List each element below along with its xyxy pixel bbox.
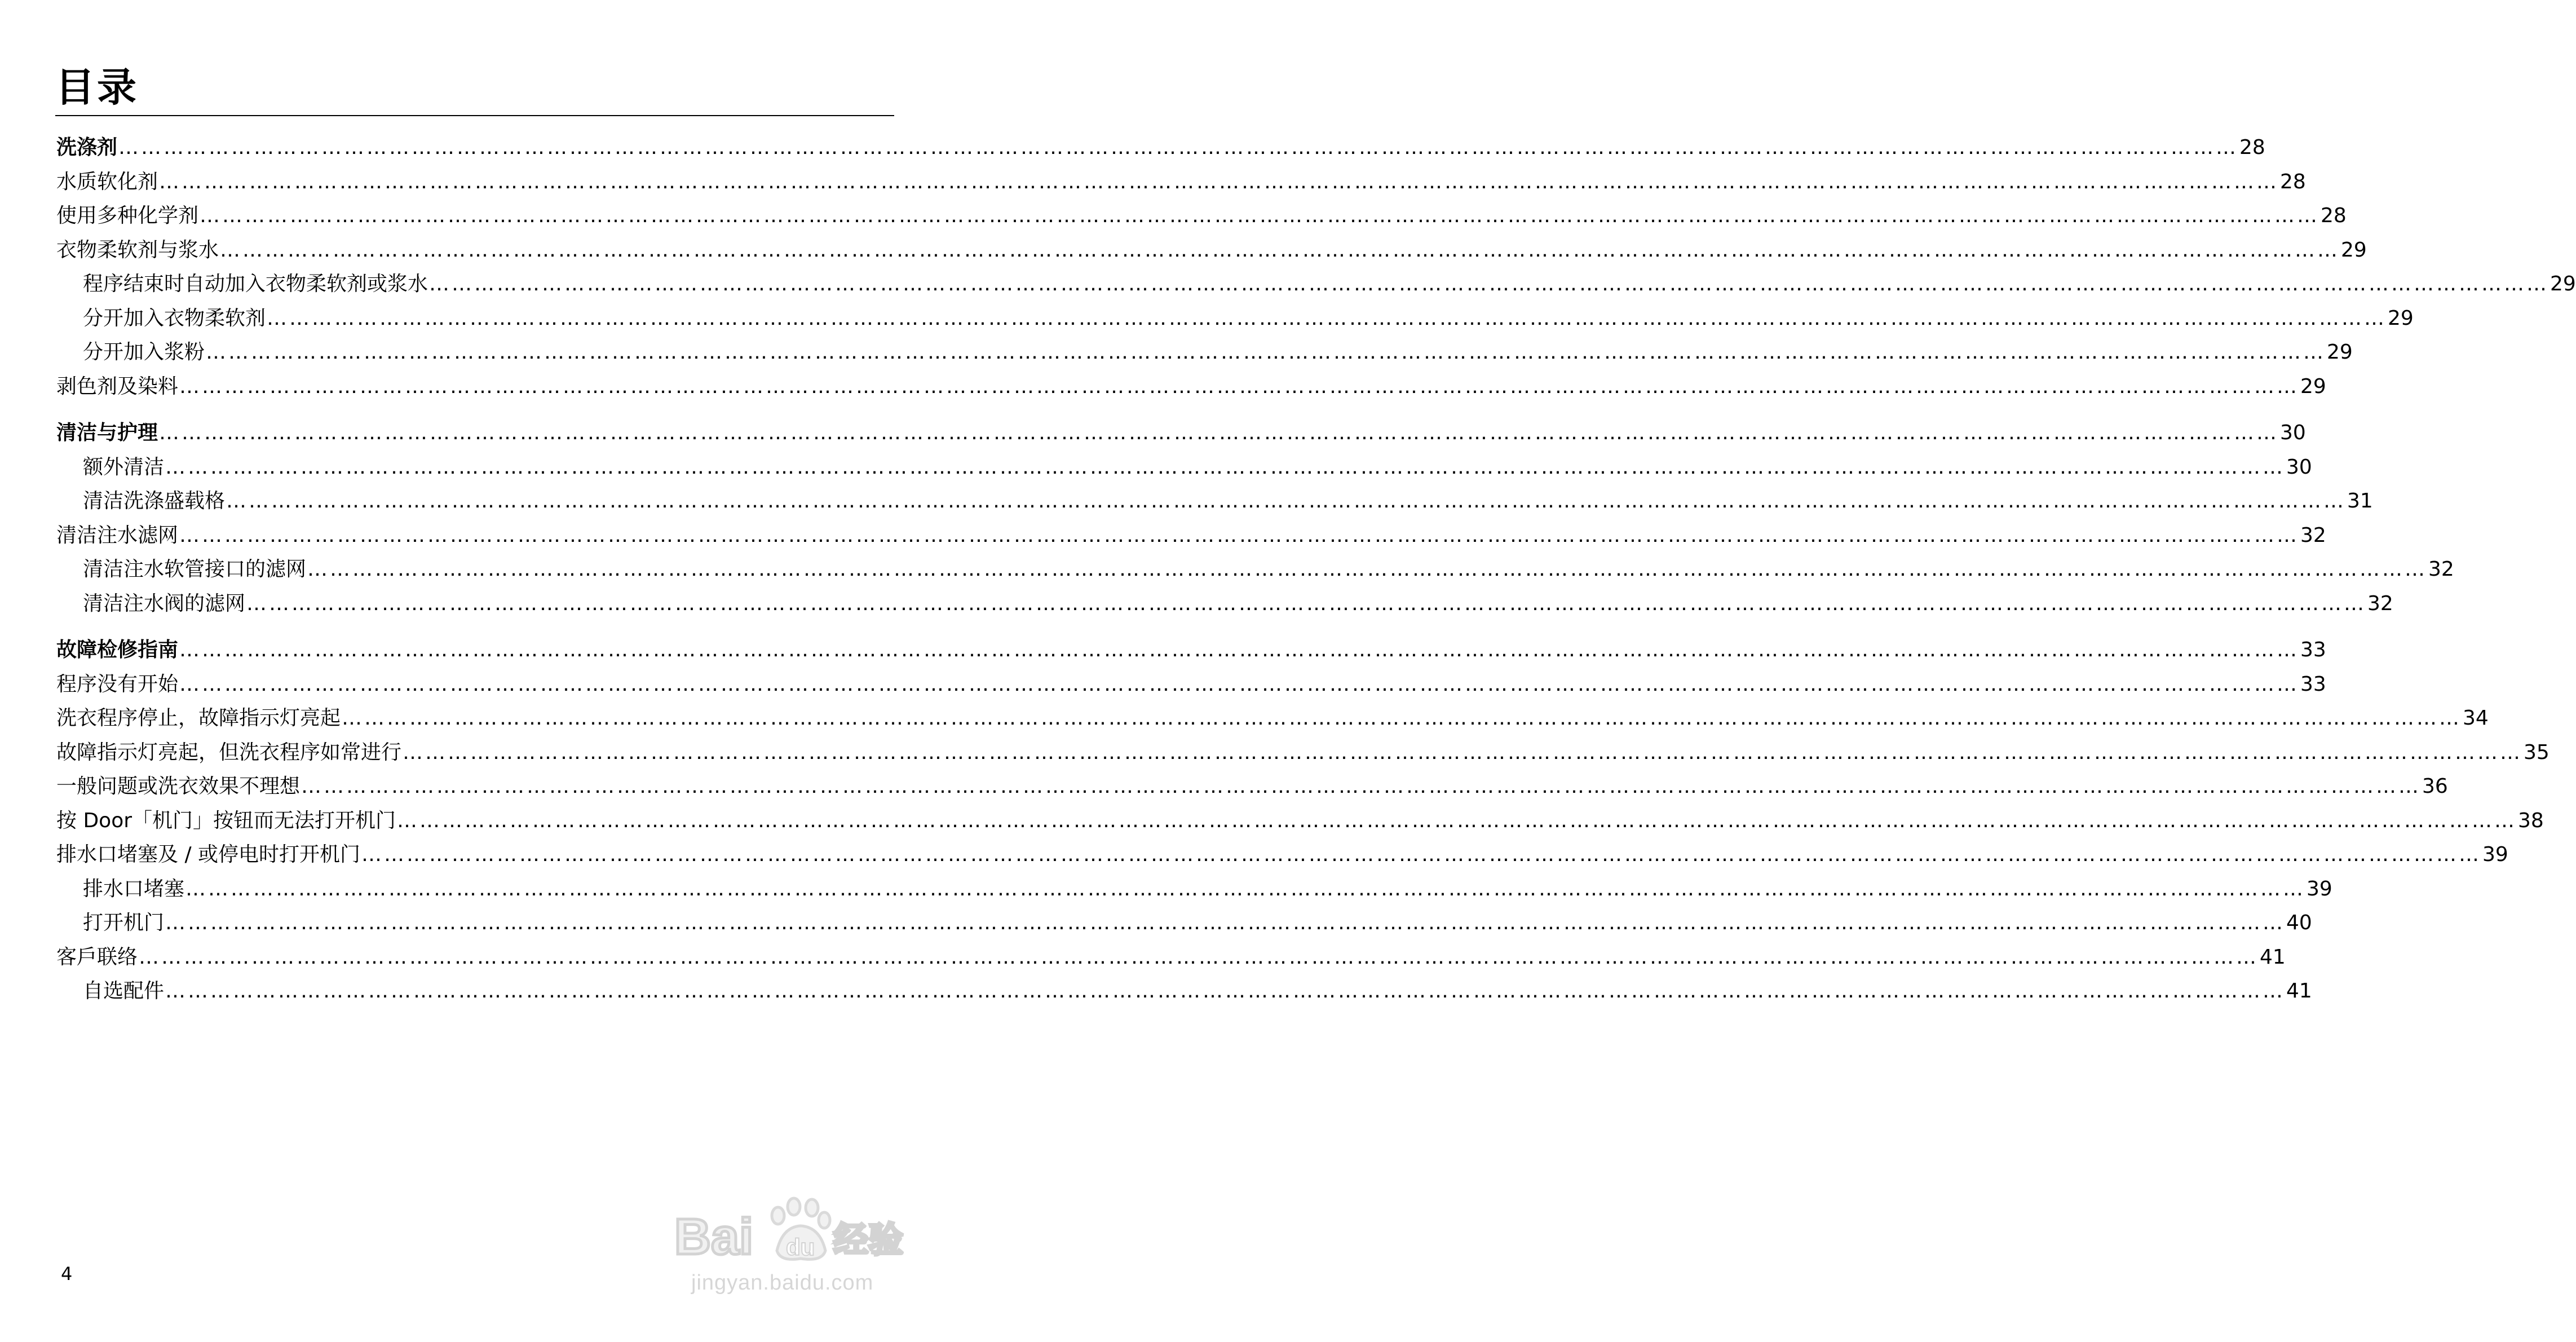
toc-entry-page: 28 <box>2280 170 2306 193</box>
dot-leader: ………………………………………………………………………………………………………………………………………………………………………………………………………………………………………………………… <box>179 523 2300 547</box>
dot-leader: ………………………………………………………………………………………………………………………………………………………………………………………………………………………………………………………… <box>397 809 2517 832</box>
toc-entry-page: 39 <box>2482 843 2508 866</box>
toc-entry[interactable] <box>56 974 2312 1009</box>
page-title: 目录 <box>55 64 139 111</box>
toc-entry-page: 35 <box>2524 740 2550 764</box>
toc-entry-label: 洗衣程序停止，故障指示灯亮起 <box>56 707 341 730</box>
toc-entry[interactable] <box>56 199 2347 233</box>
dot-leader: ………………………………………………………………………………………………………………………………………………………………………………………………………………………………………………………… <box>118 136 2239 159</box>
dot-leader: ………………………………………………………………………………………………………………………………………………………………………………………………………………………………………………………… <box>246 591 2367 615</box>
toc-entry-page: 29 <box>2327 341 2353 364</box>
toc-entry[interactable] <box>56 736 2550 770</box>
dot-leader: ………………………………………………………………………………………………………………………………………………………………………………………………………………………………………………………… <box>220 238 2340 262</box>
toc-entry[interactable] <box>56 633 2326 668</box>
toc-entry[interactable] <box>56 165 2306 200</box>
toc-entry[interactable] <box>56 941 2286 975</box>
toc-entry-label: 打开机门 <box>83 911 165 934</box>
toc-entry-label: 客戶联络 <box>56 945 138 969</box>
toc-entry-page: 28 <box>2321 204 2347 227</box>
toc-entry-label: 清洁洗涤盛载格 <box>83 489 226 513</box>
toc-entry[interactable] <box>56 131 2265 165</box>
toc-entry-label: 程序结束时自动加入衣物柔软剂或浆水 <box>83 272 428 295</box>
toc-entry[interactable] <box>56 302 2414 336</box>
toc-entry-page: 32 <box>2300 523 2326 547</box>
toc-entry[interactable] <box>56 451 2312 485</box>
svg-text:du: du <box>786 1234 815 1260</box>
svg-text:Bai: Bai <box>674 1209 754 1265</box>
dot-leader: ………………………………………………………………………………………………………………………………………………………………………………………………………………………………………………………… <box>206 341 2326 364</box>
toc-entry[interactable] <box>56 484 2373 519</box>
toc-entry-page: 33 <box>2300 638 2326 661</box>
toc-entry-page: 34 <box>2463 707 2489 730</box>
toc-entry-label: 水质软化剂 <box>56 170 158 193</box>
toc-entry[interactable] <box>56 233 2367 268</box>
toc-entry-page: 28 <box>2239 136 2265 159</box>
dot-leader: ………………………………………………………………………………………………………………………………………………………………………………………………………………………………………………………… <box>185 877 2306 900</box>
toc-entry-page: 32 <box>2367 591 2393 615</box>
toc-entry-label: 衣物柔软剂与浆水 <box>56 238 219 262</box>
toc-entry-label: 洗涤剂 <box>56 136 118 159</box>
dot-leader: ………………………………………………………………………………………………………………………………………………………………………………………………………………………………………………………… <box>165 979 2286 1003</box>
toc-entry[interactable] <box>56 370 2326 404</box>
table-of-contents <box>56 131 2576 1021</box>
toc-entry-label: 分开加入衣物柔软剂 <box>83 306 266 330</box>
dot-leader: ………………………………………………………………………………………………………………………………………………………………………………………………………………………………………………………… <box>159 170 2279 193</box>
toc-entry-label: 剥色剂及染料 <box>56 374 179 398</box>
toc-entry-page: 29 <box>2388 306 2414 330</box>
toc-section <box>56 416 2454 621</box>
toc-entry[interactable] <box>56 587 2393 621</box>
toc-entry[interactable] <box>56 872 2332 907</box>
toc-entry-label: 分开加入浆粉 <box>83 341 205 364</box>
toc-entry-page: 36 <box>2422 775 2448 798</box>
toc-entry-page: 29 <box>2341 238 2367 262</box>
toc-entry-label: 自选配件 <box>83 979 165 1003</box>
dot-leader: ………………………………………………………………………………………………………………………………………………………………………………………………………………………………………………………… <box>159 421 2279 444</box>
toc-entry[interactable] <box>56 553 2454 587</box>
toc-entry-page: 41 <box>2260 945 2286 969</box>
dot-leader: ………………………………………………………………………………………………………………………………………………………………………………………………………………………………………………………… <box>361 843 2482 866</box>
toc-section <box>56 131 2576 404</box>
dot-leader: ………………………………………………………………………………………………………………………………………………………………………………………………………………………………………………………… <box>429 272 2550 295</box>
dot-leader: ………………………………………………………………………………………………………………………………………………………………………………………………………………………………………………………… <box>342 707 2462 730</box>
toc-entry-label: 使用多种化学剂 <box>56 204 199 227</box>
toc-entry-page: 30 <box>2280 421 2306 444</box>
toc-entry-label: 排水口堵塞及 / 或停电时打开机门 <box>56 843 361 866</box>
toc-entry-label: 清洁与护理 <box>56 421 158 444</box>
toc-entry-page: 39 <box>2307 877 2332 900</box>
toc-entry[interactable] <box>56 701 2489 736</box>
toc-entry-page: 40 <box>2286 911 2312 934</box>
toc-entry[interactable] <box>56 838 2508 872</box>
toc-entry-page: 32 <box>2428 558 2454 581</box>
toc-entry[interactable] <box>56 906 2312 941</box>
dot-leader: ………………………………………………………………………………………………………………………………………………………………………………………………………………………………………………………… <box>403 740 2523 764</box>
toc-entry-page: 41 <box>2286 979 2312 1003</box>
dot-leader: ………………………………………………………………………………………………………………………………………………………………………………………………………………………………………………………… <box>179 374 2300 398</box>
toc-entry-label: 故障指示灯亮起，但洗衣程序如常进行 <box>56 740 402 764</box>
page-number: 4 <box>61 1263 73 1284</box>
toc-entry-page: 29 <box>2300 374 2326 398</box>
toc-entry[interactable] <box>56 804 2544 838</box>
toc-entry-page: 33 <box>2300 672 2326 696</box>
baidu-paw-logo <box>674 1191 905 1264</box>
toc-entry[interactable] <box>56 519 2326 553</box>
toc-entry[interactable] <box>56 416 2306 451</box>
dot-leader: ………………………………………………………………………………………………………………………………………………………………………………………………………………………………………………………… <box>179 638 2300 661</box>
dot-leader: ………………………………………………………………………………………………………………………………………………………………………………………………………………………………………………………… <box>165 911 2286 934</box>
dot-leader: ………………………………………………………………………………………………………………………………………………………………………………………………………………………………………………………… <box>267 306 2387 330</box>
toc-entry-page: 29 <box>2550 272 2576 295</box>
toc-entry-page: 38 <box>2518 809 2544 832</box>
toc-entry-label: 故障检修指南 <box>56 638 179 661</box>
dot-leader: ………………………………………………………………………………………………………………………………………………………………………………………………………………………………………………………… <box>179 672 2300 696</box>
toc-entry-label: 一般问题或洗衣效果不理想 <box>56 775 301 798</box>
toc-entry-label: 按 Door「机门」按钮而无法打开机门 <box>56 809 396 832</box>
toc-entry-label: 排水口堵塞 <box>83 877 185 900</box>
dot-leader: ………………………………………………………………………………………………………………………………………………………………………………………………………………………………………………………… <box>226 489 2347 513</box>
toc-section <box>56 633 2550 1009</box>
watermark-url: jingyan.baidu.com <box>691 1271 874 1295</box>
dot-leader: ………………………………………………………………………………………………………………………………………………………………………………………………………………………………………………………… <box>301 775 2422 798</box>
toc-entry[interactable] <box>56 668 2326 702</box>
toc-entry-label: 清洁注水滤网 <box>56 523 179 547</box>
baidu-jingyan-watermark <box>674 1191 905 1309</box>
toc-entry-label: 清洁注水阀的滤网 <box>83 591 246 615</box>
svg-text:经验: 经验 <box>833 1219 904 1260</box>
toc-entry-page: 31 <box>2347 489 2373 513</box>
dot-leader: ………………………………………………………………………………………………………………………………………………………………………………………………………………………………………………………… <box>200 204 2320 227</box>
dot-leader: ………………………………………………………………………………………………………………………………………………………………………………………………………………………………………………………… <box>139 945 2259 969</box>
toc-entry-page: 30 <box>2286 455 2312 479</box>
toc-entry-label: 清洁注水软管接口的滤网 <box>83 558 307 581</box>
dot-leader: ………………………………………………………………………………………………………………………………………………………………………………………………………………………………………………………… <box>307 558 2428 581</box>
toc-entry-label: 程序没有开始 <box>56 672 179 696</box>
toc-entry[interactable] <box>56 336 2353 370</box>
toc-entry[interactable] <box>56 770 2448 804</box>
toc-entry-label: 额外清洁 <box>83 455 165 479</box>
toc-entry[interactable] <box>56 267 2576 302</box>
title-rule <box>55 115 894 116</box>
dot-leader: ………………………………………………………………………………………………………………………………………………………………………………………………………………………………………………………… <box>165 455 2286 479</box>
